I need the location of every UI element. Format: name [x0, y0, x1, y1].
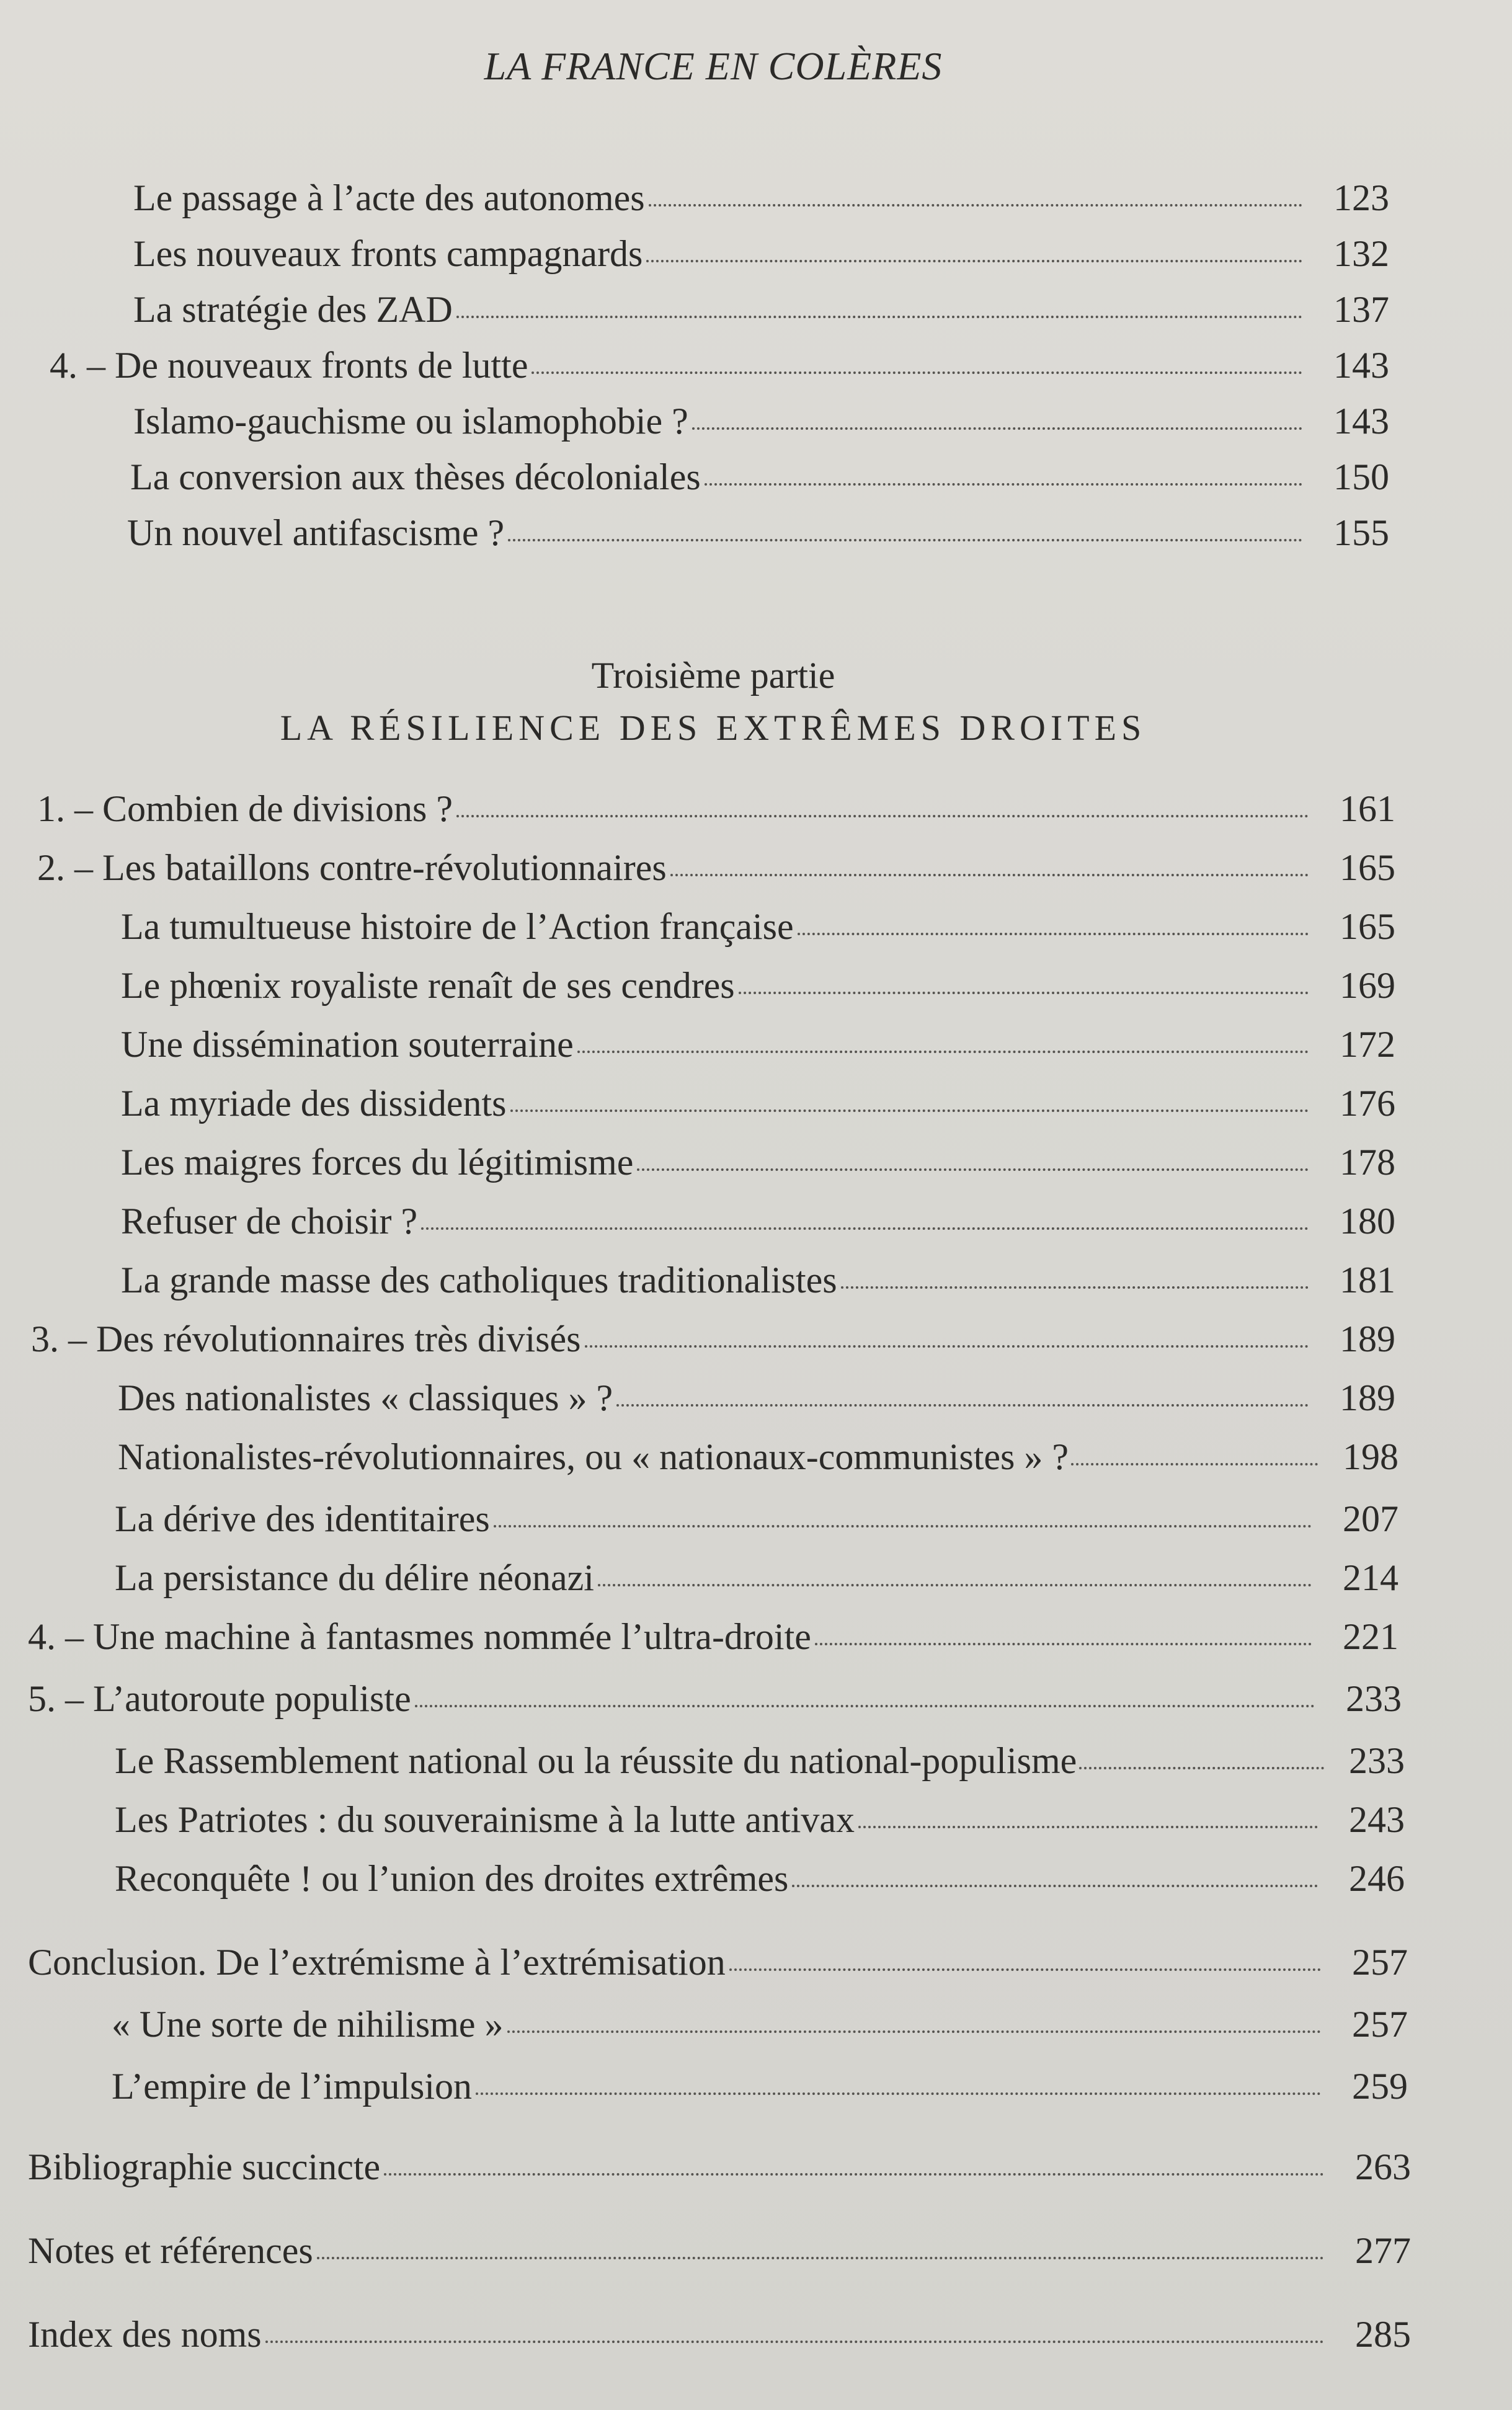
toc-entry-page: 246: [1349, 1858, 1405, 1899]
toc-entry-label: Une dissémination souterraine: [121, 1024, 574, 1065]
toc-entry: [115, 1557, 1399, 1599]
toc-entry: [133, 288, 1389, 331]
toc-entry: [115, 1857, 1405, 1900]
toc-entry: [112, 2003, 1408, 2046]
toc-entry-page: 257: [1352, 1942, 1408, 1983]
leader-dots: [739, 992, 1309, 994]
toc-entry: [37, 788, 1395, 830]
leader-dots: [841, 1286, 1309, 1289]
toc-entry-page: 181: [1340, 1260, 1395, 1301]
toc-entry-page: 176: [1340, 1083, 1395, 1124]
leader-dots: [792, 1885, 1318, 1887]
leader-dots: [649, 204, 1302, 207]
leader-dots: [577, 1051, 1309, 1053]
toc-entry: [121, 1259, 1395, 1302]
leader-dots: [508, 539, 1302, 541]
toc-entry-label: Conclusion. De l’extrémisme à l’extrémisation: [28, 1942, 726, 1983]
toc-entry-label: 4. – De nouveaux fronts de lutte: [50, 345, 528, 386]
leader-dots: [1079, 1767, 1324, 1769]
toc-entry-label: 1. – Combien de divisions ?: [37, 788, 453, 829]
toc-entry-label: La stratégie des ZAD: [133, 289, 453, 330]
toc-entry: [121, 1082, 1395, 1125]
toc-entry: [28, 2230, 1411, 2272]
toc-entry: [121, 905, 1395, 948]
toc-entry: [28, 2313, 1411, 2356]
toc-entry-page: 150: [1333, 456, 1389, 497]
toc-entry-page: 178: [1340, 1142, 1395, 1183]
toc-entry: [121, 1141, 1395, 1184]
toc-entry-page: 259: [1352, 2066, 1408, 2107]
toc-entry-label: Les Patriotes : du souverainisme à la lutte antivax: [115, 1799, 855, 1840]
toc-entry-label: Bibliographie succincte: [28, 2146, 381, 2187]
toc-entry-page: 221: [1343, 1616, 1399, 1657]
toc-entry-page: 189: [1340, 1377, 1395, 1418]
leader-dots: [456, 815, 1309, 817]
toc-entry-label: Les nouveaux fronts campagnards: [133, 233, 643, 274]
toc-entry: [115, 1799, 1405, 1841]
leader-dots: [637, 1168, 1309, 1171]
toc-entry: [28, 1678, 1402, 1720]
toc-entry: [121, 964, 1395, 1007]
toc-entry-label: Le Rassemblement national ou la réussite du national-populisme: [115, 1740, 1077, 1781]
leader-dots: [692, 427, 1302, 430]
toc-entry-label: Index des noms: [28, 2314, 262, 2355]
running-head: LA FRANCE EN COLÈRES: [484, 44, 943, 88]
toc-entry-page: 243: [1349, 1799, 1405, 1840]
leader-dots: [585, 1345, 1309, 1348]
leader-dots: [421, 1227, 1309, 1230]
toc-entry-label: La tumultueuse histoire de l’Action française: [121, 906, 794, 947]
toc-entry-page: 172: [1340, 1024, 1395, 1065]
leader-dots: [815, 1643, 1312, 1645]
toc-entry-page: 233: [1349, 1740, 1405, 1781]
leader-dots: [598, 1584, 1312, 1586]
leader-dots: [317, 2257, 1324, 2259]
toc-entry: [115, 1498, 1399, 1541]
toc-entry-page: 180: [1340, 1201, 1395, 1242]
leader-dots: [510, 1109, 1309, 1112]
toc-entry-page: 285: [1355, 2314, 1411, 2355]
toc-entry-label: La dérive des identitaires: [115, 1498, 490, 1539]
leader-dots: [705, 483, 1302, 486]
toc-entry: [118, 1377, 1395, 1420]
toc-entry-page: 214: [1343, 1557, 1399, 1598]
toc-entry: [31, 1318, 1395, 1361]
toc-entry: [37, 847, 1395, 889]
leader-dots: [456, 316, 1302, 318]
toc-entry: [127, 512, 1389, 554]
toc-entry: [133, 400, 1389, 443]
toc-entry-label: Le passage à l’acte des autonomes: [133, 177, 645, 218]
toc-entry: [50, 344, 1389, 387]
leader-dots: [494, 1525, 1312, 1527]
toc-entry-label: Refuser de choisir ?: [121, 1201, 418, 1242]
toc-entry-page: 161: [1340, 788, 1395, 829]
toc-entry-label: Un nouvel antifascisme ?: [127, 512, 505, 553]
toc-entry: [133, 177, 1389, 220]
leader-dots: [265, 2341, 1324, 2343]
toc-entry-page: 165: [1340, 906, 1395, 947]
toc-entry-label: L’empire de l’impulsion: [112, 2066, 473, 2107]
toc-entry-page: 277: [1355, 2230, 1411, 2271]
toc-entry-page: 263: [1355, 2146, 1411, 2187]
toc-entry: [118, 1436, 1399, 1478]
toc-entry-page: 189: [1340, 1318, 1395, 1359]
leader-dots: [384, 2173, 1324, 2176]
toc-entry-page: 143: [1333, 401, 1389, 442]
leader-dots: [646, 260, 1302, 262]
toc-entry: [28, 2146, 1411, 2189]
toc-entry-label: Les maigres forces du légitimisme: [121, 1142, 634, 1183]
toc-entry-page: 132: [1333, 233, 1389, 274]
toc-entry: [115, 1740, 1405, 1782]
part-title: Troisième partie: [591, 655, 835, 696]
toc-entry-label: 4. – Une machine à fantasmes nommée l’ultra-droite: [28, 1616, 811, 1657]
toc-entry-label: Des nationalistes « classiques » ?: [118, 1377, 613, 1418]
leader-dots: [616, 1404, 1309, 1407]
toc-entry-label: Reconquête ! ou l’union des droites extrêmes: [115, 1858, 789, 1899]
toc-entry-page: 207: [1343, 1498, 1399, 1539]
leader-dots: [858, 1826, 1318, 1828]
toc-entry-label: 3. – Des révolutionnaires très divisés: [31, 1318, 581, 1359]
toc-entry-label: 2. – Les bataillons contre-révolutionnaires: [37, 847, 667, 888]
toc-entry-page: 143: [1333, 345, 1389, 386]
toc-entry: [28, 1941, 1408, 1984]
leader-dots: [476, 2092, 1321, 2095]
toc-entry: [121, 1200, 1395, 1243]
toc-entry-page: 137: [1333, 289, 1389, 330]
toc-entry-page: 155: [1333, 512, 1389, 553]
toc-entry: [28, 1616, 1399, 1658]
toc-entry-label: Nationalistes-révolutionnaires, ou « nationaux-communistes » ?: [118, 1436, 1069, 1477]
toc-entry-label: Notes et références: [28, 2230, 313, 2271]
toc-entry-label: « Une sorte de nihilisme »: [112, 2004, 504, 2045]
toc-entry-page: 233: [1346, 1678, 1402, 1719]
leader-dots: [415, 1705, 1315, 1707]
toc-entry-page: 198: [1343, 1436, 1399, 1477]
toc-entry-label: La conversion aux thèses décoloniales: [130, 456, 701, 497]
leader-dots: [729, 1968, 1321, 1971]
toc-entry-label: Islamo-gauchisme ou islamophobie ?: [133, 401, 688, 442]
toc-entry-page: 165: [1340, 847, 1395, 888]
leader-dots: [507, 2030, 1321, 2033]
toc-entry: [133, 233, 1389, 275]
part-heading: LA RÉSILIENCE DES EXTRÊMES DROITES: [280, 708, 1147, 748]
leader-dots: [531, 371, 1302, 374]
leader-dots: [798, 933, 1309, 935]
toc-entry-page: 257: [1352, 2004, 1408, 2045]
toc-entry-label: La persistance du délire néonazi: [115, 1557, 594, 1598]
toc-entry-label: La grande masse des catholiques traditionalistes: [121, 1260, 837, 1301]
toc-entry-label: Le phœnix royaliste renaît de ses cendres: [121, 965, 735, 1006]
toc-entry-page: 169: [1340, 965, 1395, 1006]
toc-entry-label: 5. – L’autoroute populiste: [28, 1678, 411, 1719]
toc-entry-page: 123: [1333, 177, 1389, 218]
toc-entry: [121, 1023, 1395, 1066]
toc-entry-label: La myriade des dissidents: [121, 1083, 507, 1124]
leader-dots: [1071, 1463, 1318, 1465]
leader-dots: [670, 874, 1309, 876]
toc-entry: [112, 2065, 1408, 2108]
toc-entry: [130, 456, 1389, 499]
